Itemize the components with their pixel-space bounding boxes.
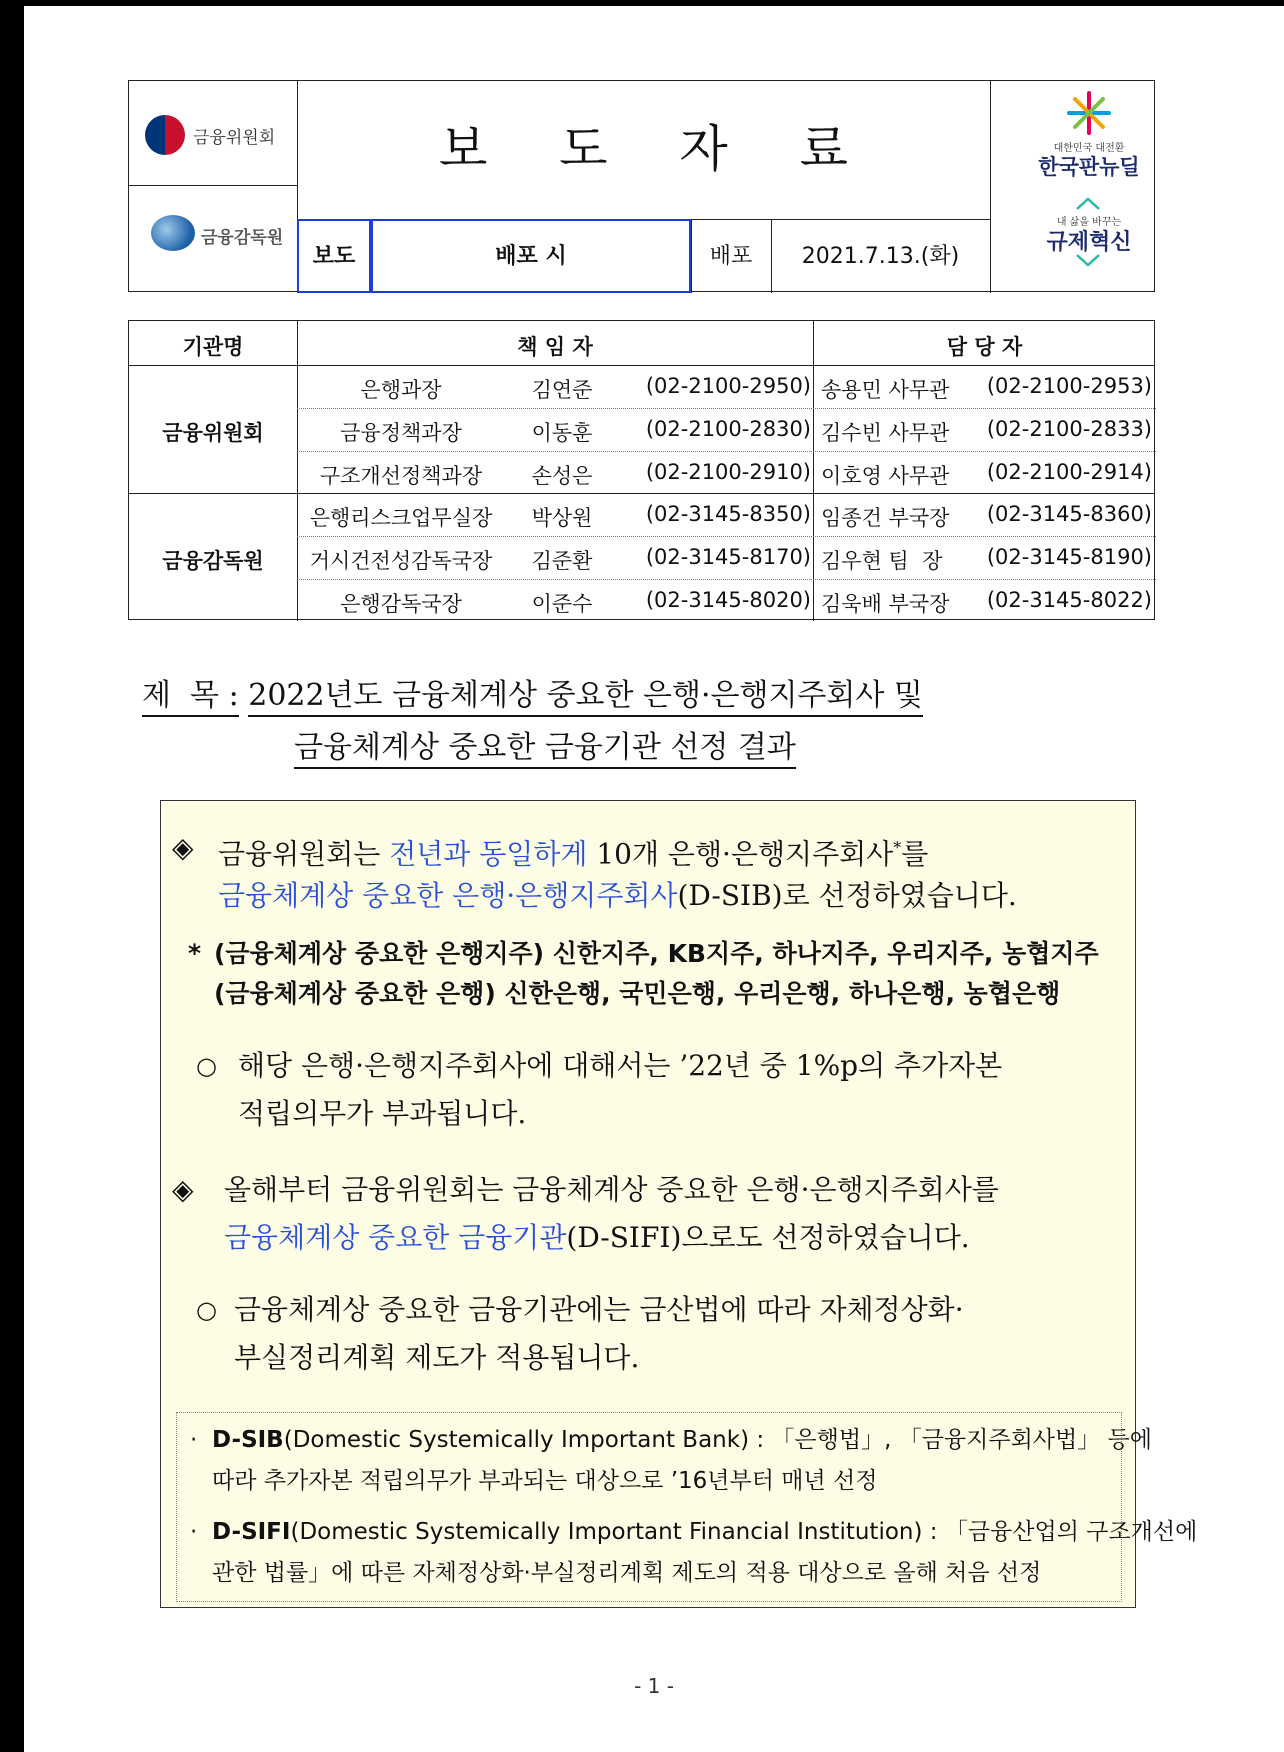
chief-name: 김준환	[531, 549, 593, 573]
chief-tel: (02-3145-8020)	[645, 588, 811, 612]
chief-name: 이준수	[531, 592, 593, 616]
subject-title-1: 2022년도 금융체계상 중요한 은행·은행지주회사 및	[248, 678, 923, 717]
chief-name: 김연준	[531, 378, 593, 402]
report-label: 보도	[312, 244, 356, 269]
text: (Domestic Systemically Important Financial Institution) : 「금융산업의 구조개선에	[290, 1519, 1198, 1545]
bullet-diamond: ◈	[172, 831, 194, 864]
chief-tel: (02-2100-2910)	[645, 460, 811, 484]
highlight-text: 전년과 동일하게	[389, 837, 588, 871]
staff-tel: (02-3145-8190)	[986, 545, 1152, 569]
press-header	[128, 80, 1155, 292]
org-fsc: 금융위원회	[162, 421, 264, 445]
term: D-SIB	[212, 1427, 284, 1453]
staff-tel: (02-2100-2833)	[986, 417, 1152, 441]
staff-tel: (02-2100-2953)	[986, 374, 1152, 398]
staff-name: 김수빈 사무관	[821, 421, 950, 445]
note-star: *	[188, 939, 202, 968]
summary-para-3-line-2	[224, 1214, 970, 1262]
chevron-down-icon	[1075, 253, 1101, 267]
col-header-org: 기관명	[182, 335, 244, 359]
chief-tel: (02-2100-2950)	[645, 374, 811, 398]
contact-table	[128, 320, 1155, 620]
staff-name: 김우현 팀 장	[821, 549, 943, 573]
chief-tel: (02-3145-8170)	[645, 545, 811, 569]
bullet-circle: ○	[196, 1052, 217, 1080]
doc-type-title: 보 도 자 료	[439, 120, 876, 178]
term: D-SIFI	[212, 1519, 291, 1545]
text: (Domestic Systemically Important Bank) : 「은행법」, 「금융지주회사법」 등에	[283, 1427, 1152, 1453]
dist-label: 배포	[709, 244, 753, 269]
chief-name: 손성은	[531, 464, 593, 488]
subject-title-2: 금융체계상 중요한 금융기관 선정 결과	[294, 730, 796, 769]
bullet-circle: ○	[196, 1296, 217, 1324]
definition-dsifi-line-2: 관한 법률」에 따른 자체정상화·부실정리계획 제도의 적용 대상으로 올해 처음 선정	[212, 1560, 1042, 1586]
reg-innovation-subtitle: 내 삶을 바꾸는	[1056, 217, 1122, 228]
highlight-text: 금융체계상 중요한 은행·은행지주회사	[218, 879, 678, 912]
dist-date: 2021.7.13.(화)	[801, 244, 960, 269]
dept: 은행과장	[360, 378, 442, 402]
subject-line-1	[142, 670, 923, 714]
document-page	[24, 6, 1284, 1752]
staff-tel: (02-3145-8022)	[986, 588, 1152, 612]
fss-logo-text: 금융감독원	[201, 228, 284, 248]
dept: 금융정책과장	[340, 421, 462, 445]
dept: 은행감독국장	[340, 592, 462, 616]
definition-dsib-line-2: 따라 추가자본 적립의무가 부과되는 대상으로 ’16년부터 매년 선정	[212, 1468, 878, 1494]
staff-name: 임종건 부국장	[821, 506, 950, 530]
summary-para-4-line-1: 금융체계상 중요한 금융기관에는 금산법에 따라 자체정상화·	[234, 1293, 964, 1326]
definition-dsib-line-1	[212, 1420, 1152, 1461]
chief-name: 이동훈	[531, 421, 593, 445]
subject-line-2	[294, 722, 796, 766]
summary-para-3-line-1: 올해부터 금융위원회는 금융체계상 중요한 은행·은행지주회사를	[224, 1173, 999, 1206]
bullet-diamond: ◈	[172, 1173, 194, 1206]
footnote-mark: *	[893, 838, 902, 857]
reg-innovation-title: 규제혁신	[1046, 230, 1132, 255]
note-line-1: (금융체계상 중요한 은행지주) 신한지주, KB지주, 하나지주, 우리지주, 농협지주	[214, 939, 1099, 968]
summary-para-1-line-1	[218, 824, 928, 878]
col-header-staff: 담 당 자	[946, 335, 1023, 359]
highlight-text: 금융체계상 중요한 금융기관	[224, 1221, 567, 1254]
bullet-dot: ·	[190, 1427, 198, 1453]
text: (D-SIB)로 선정하였습니다.	[677, 879, 1017, 912]
chevron-up-icon	[1075, 197, 1101, 211]
dept: 거시건전성감독국장	[309, 549, 493, 573]
col-header-chief: 책 임 자	[517, 335, 593, 359]
subject-prefix: 제 목 :	[142, 678, 239, 717]
new-deal-subtitle: 대한민국 대전환	[1053, 143, 1125, 154]
staff-tel: (02-3145-8360)	[986, 502, 1152, 526]
fsc-emblem-icon	[145, 115, 185, 155]
fss-emblem-icon	[151, 215, 195, 251]
summary-para-2-line-1: 해당 은행·은행지주회사에 대해서는 ’22년 중 1%p의 추가자본	[238, 1049, 1003, 1082]
staff-name: 김욱배 부국장	[821, 592, 950, 616]
report-value: 배포 시	[495, 244, 567, 269]
page-number: - 1 -	[634, 1674, 674, 1698]
chief-tel: (02-2100-2830)	[645, 417, 811, 441]
org-fss: 금융감독원	[162, 549, 264, 573]
staff-name: 이호영 사무관	[821, 464, 950, 488]
dept: 구조개선정책과장	[319, 464, 483, 488]
dept: 은행리스크업무실장	[309, 506, 493, 530]
text: 10개 은행·은행지주회사	[587, 837, 894, 871]
summary-para-4-line-2: 부실정리계획 제도가 적용됩니다.	[234, 1341, 640, 1374]
summary-para-2-line-2: 적립의무가 부과됩니다.	[238, 1097, 527, 1130]
text: 를	[901, 837, 929, 871]
chief-name: 박상원	[531, 506, 593, 530]
chief-tel: (02-3145-8350)	[645, 502, 811, 526]
text: 금융위원회는	[218, 837, 390, 871]
text: (D-SIFI)으로도 선정하였습니다.	[566, 1221, 970, 1254]
staff-name: 송용민 사무관	[821, 378, 950, 402]
definition-dsifi-line-1	[212, 1512, 1197, 1553]
note-line-2: (금융체계상 중요한 은행) 신한은행, 국민은행, 우리은행, 하나은행, 농협은행	[214, 979, 1061, 1008]
new-deal-title: 한국판뉴딜	[1038, 155, 1140, 179]
staff-tel: (02-2100-2914)	[986, 460, 1152, 484]
new-deal-star-icon	[1063, 91, 1115, 135]
fsc-logo-text: 금융위원회	[193, 128, 276, 148]
summary-para-1-line-2	[218, 872, 1017, 920]
bullet-dot: ·	[190, 1519, 198, 1545]
